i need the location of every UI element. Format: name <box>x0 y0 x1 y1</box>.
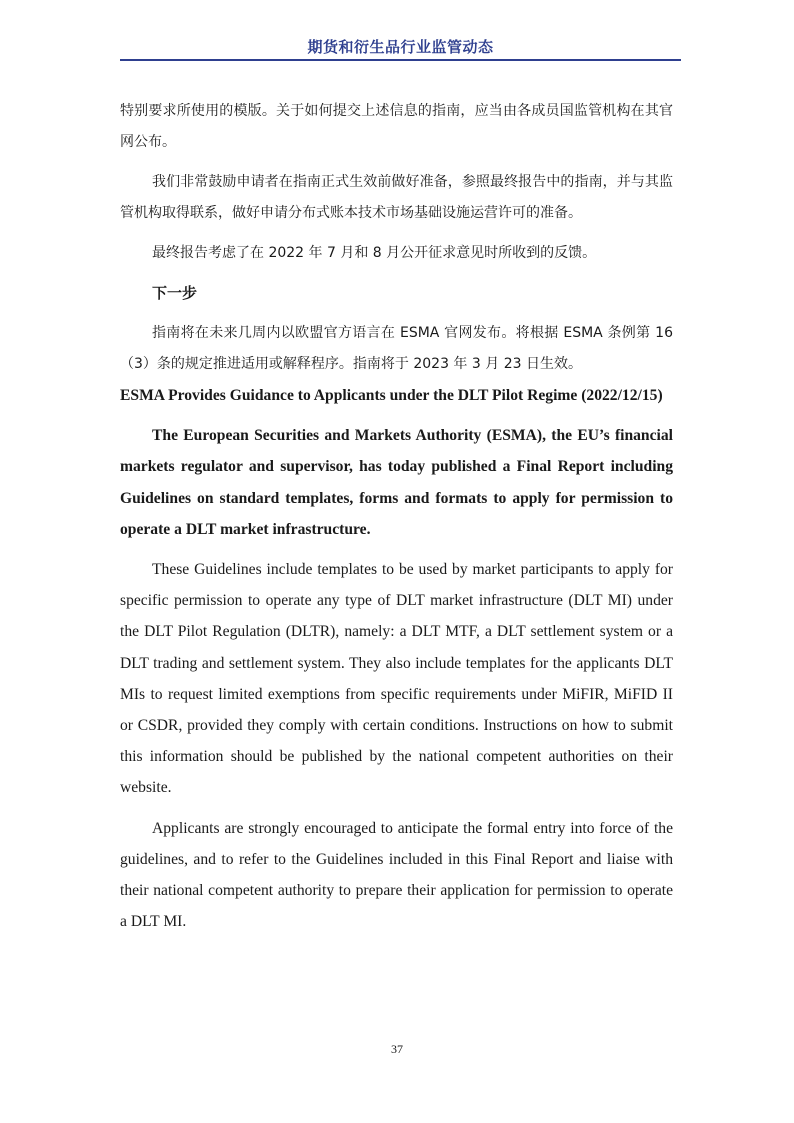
header-rule <box>120 59 681 61</box>
running-header: 期货和衍生品行业监管动态 <box>307 38 494 56</box>
section-heading-next-steps: 下一步 <box>152 284 198 302</box>
paragraph-en-templates: These Guidelines include templates to be used by market participants to apply for specific permission to operate any type of DLT market infrastructure (DLT MI) under the DLT Pilot Regulation (DLTR), namely: a DLT MTF, a DLT settlement system or a DLT trading and settlement system. They also include templates for the applicants DLT MIs to request limited exemptions from specific requirements under MiFIR, MiFID II or CSDR, provided they comply with certain conditions. Instructions on how to submit this information should be published by the national competent authorities on their website. <box>120 561 673 797</box>
paragraph-en-applicants: Applicants are strongly encouraged to anticipate the formal entry into force of the guidelines, and to refer to the Guidelines included in this Final Report and liaise with their national competent authority to prepare their application for permission to operate a DLT MI. <box>120 819 673 931</box>
paragraph-cn-next-steps: 指南将在未来几周内以欧盟官方语言在 ESMA 官网发布。将根据 ESMA 条例第 16（3）条的规定推进适用或解释程序。指南将于 2023 年 3 月 23 日生效。 <box>120 325 673 372</box>
paragraph-cn-continuation: 特别要求所使用的模版。关于如何提交上述信息的指南，应当由各成员国监管机构在其官网公布。 <box>120 103 673 150</box>
paragraph-cn-feedback: 最终报告考虑了在 2022 年 7 月和 8 月公开征求意见时所收到的反馈。 <box>152 245 597 261</box>
paragraph-en-lead: The European Securities and Markets Authority (ESMA), the EU’s financial markets regulator and supervisor, has today published a Final Report including Guidelines on standard templates, forms and formats to apply for permission to operate a DLT market infrastructure. <box>120 427 673 538</box>
page-number: 37 <box>391 1042 403 1056</box>
paragraph-cn-encourage: 我们非常鼓励申请者在指南正式生效前做好准备，参照最终报告中的指南，并与其监管机构取得联系，做好申请分布式账本技术市场基础设施运营许可的准备。 <box>120 174 673 221</box>
page-body <box>120 96 673 937</box>
article-title: ESMA Provides Guidance to Applicants under the DLT Pilot Regime (2022/12/15) <box>120 387 663 404</box>
